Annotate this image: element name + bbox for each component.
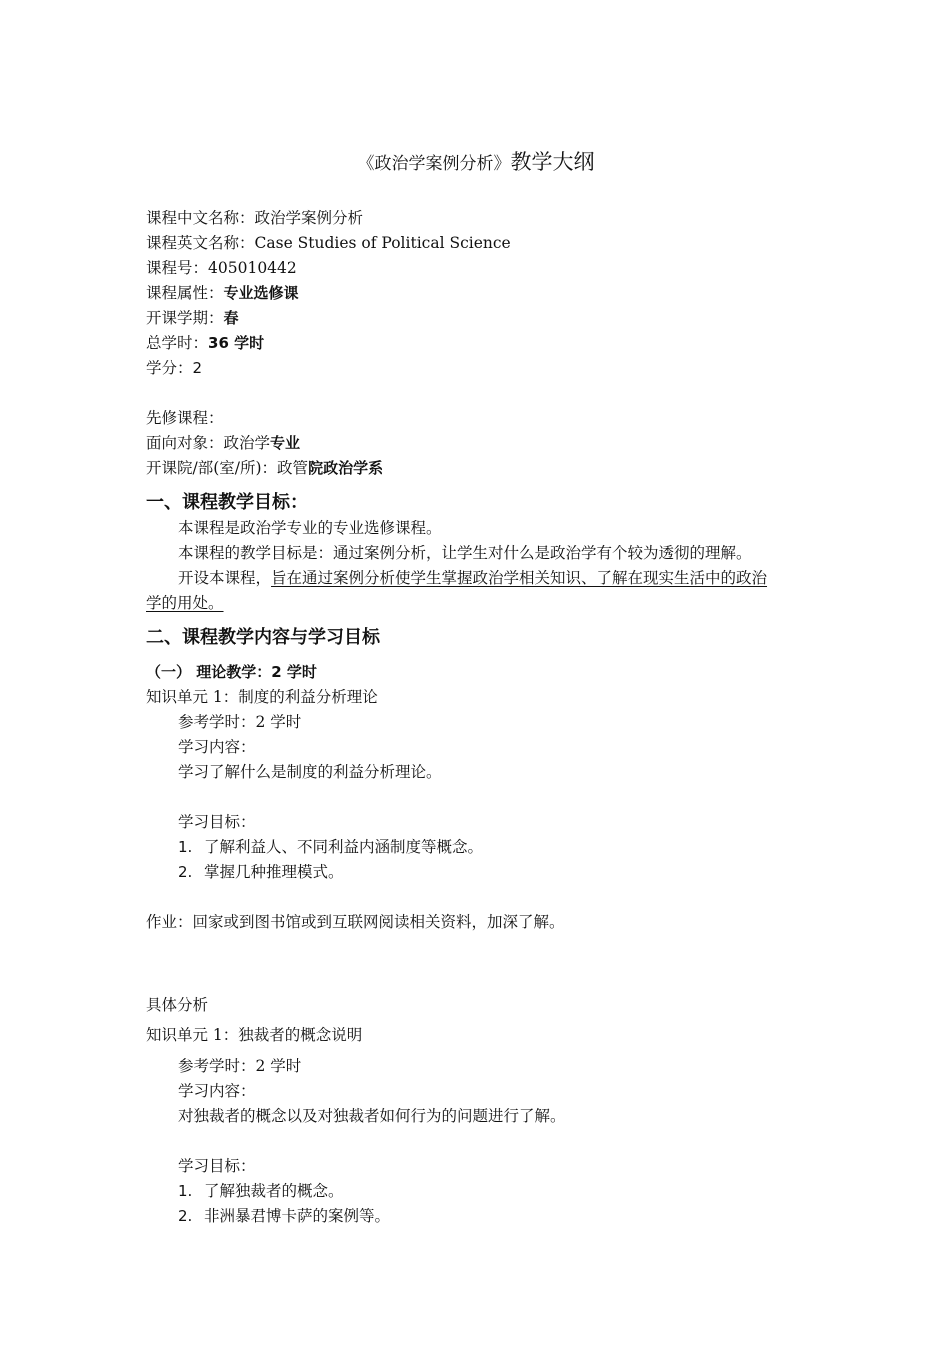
info-term: 开课学期：春 [146,309,239,327]
unit1-title: 知识单元 1：制度的利益分析理论 [146,688,378,706]
info-audience: 面向对象：政治学专业 [146,434,301,452]
info-total-hours: 总学时：36 学时 [146,334,265,352]
info-credit: 学分：2 [146,359,203,377]
section2-subheading: （一） 理论教学：2 学时 [146,663,317,681]
title-syllabus: 教学大纲 [510,150,595,174]
section2-heading: 二、课程教学内容与学习目标 [146,627,380,648]
unit2-hours: 参考学时：2 学时 [178,1057,302,1075]
unit1-content: 学习了解什么是制度的利益分析理论。 [178,763,442,781]
unit1-goal-item: 1. 了解利益人、不同利益内涵制度等概念。 [178,838,484,856]
info-en-name: 课程英文名称：Case Studies of Political Science [146,234,511,252]
info-cn-name: 课程中文名称：政治学案例分析 [146,209,364,227]
section1-para3-cont: 学的用处。 [146,594,224,612]
info-attribute: 课程属性：专业选修课 [146,284,299,302]
info-code: 课程号：405010442 [146,259,297,277]
unit2-goal-item: 1. 了解独裁者的概念。 [178,1182,344,1200]
section1-para1: 本课程是政治学专业的专业选修课程。 [178,519,442,537]
unit1-goal-item: 2. 掌握几种推理模式。 [178,863,344,881]
unit1-content-label: 学习内容： [178,738,256,756]
unit2-content-label: 学习内容： [178,1082,256,1100]
title-course-name: 《政治学案例分析》 [357,154,511,174]
unit2-title: 知识单元 1：独裁者的概念说明 [146,1026,363,1044]
homework: 作业：回家或到图书馆或到互联网阅读相关资料，加深了解。 [146,913,565,931]
unit1-goals-label: 学习目标： [178,813,256,831]
info-department: 开课院/部(室/所)：政管院政治学系 [146,459,384,477]
unit2-goals-label: 学习目标： [178,1157,256,1175]
unit2-content: 对独裁者的概念以及对独裁者如何行为的问题进行了解。 [178,1107,566,1125]
page-title [0,146,952,176]
section1-para2: 本课程的教学目标是：通过案例分析，让学生对什么是政治学有个较为透彻的理解。 [178,544,752,562]
section1-heading: 一、课程教学目标： [146,492,308,513]
section1-para3: 开设本课程，旨在通过案例分析使学生掌握政治学相关知识、了解在现实生活中的政治 [178,569,768,587]
info-prerequisite: 先修课程： [146,409,224,427]
unit1-hours: 参考学时：2 学时 [178,713,302,731]
analysis-label: 具体分析 [146,996,209,1014]
unit2-goal-item: 2. 非洲暴君博卡萨的案例等。 [178,1207,391,1225]
